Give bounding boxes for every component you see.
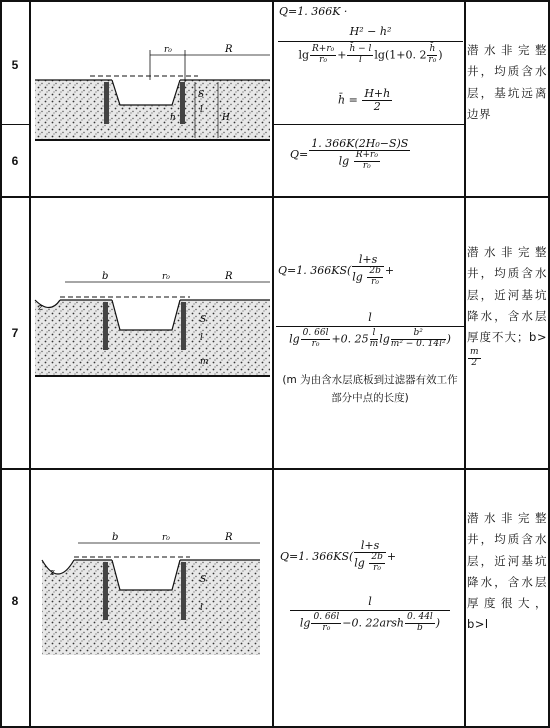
label-R: R [225, 271, 233, 282]
table-border-left [0, 0, 2, 728]
description-5-6: 潜水非完整井，均质含水层，基坑远离边界 [467, 43, 547, 121]
formula-8-part-a: Q=1. 366KS( l+s lg $\frac{2b}{\text{r₀}}$ + [280, 539, 397, 573]
table-border-top [0, 0, 550, 2]
diagram-row-7 [30, 270, 272, 390]
formula-8-part-b: l lg $\frac{0. 66l}{\text{r₀}}$ −0. 22arsh $\frac{0. 44l}{b}$ ) [290, 596, 450, 633]
formula-5-fraction [278, 26, 463, 65]
formula-7-note: (m 为由含水层底板到过滤器有效工作部分中点的长度) [282, 374, 458, 404]
row-number-7: 7 [11, 326, 19, 340]
row-divider-5-6-num [0, 124, 30, 125]
label-S: S [198, 90, 205, 100]
label-h: h [170, 113, 176, 123]
well-right [180, 82, 185, 124]
description-8: 潜水非完整井，均质含水层，近河基坑降水，含水层厚度很大，b>l [467, 511, 547, 632]
well-left [103, 302, 108, 350]
label-R: R [225, 44, 233, 55]
label-z: z [50, 568, 55, 578]
formula-7-part-b: l lg $\frac{0. 66l}{\text{r₀}}$ +0. 25 $\frac{l}{m}$ lg $\frac{\text{b²}}{\text{m² − 0. 14l²}}$ ) [276, 312, 464, 349]
col-divider-diagram [272, 0, 274, 728]
label-l: l [200, 603, 203, 613]
diagram-row-5-6 [30, 30, 272, 155]
formula-5-denominator: lg $\frac{\text{R+r₀}}{\text{r₀}}$ + $\frac{h̄ - l}{l}$ lg(1+0. 2 $\frac{h̄}{\text{r₀}}$ ) [298, 43, 443, 65]
label-r0: r₀ [164, 45, 172, 55]
label-R: R [225, 532, 233, 543]
formula-6: Q= 1. 366K(2H₀−S)S lg $\frac{\text{R+r₀}}{\text{r₀}}$ [290, 137, 409, 171]
formula-5-prefix: Q=1. 366K · [279, 5, 348, 18]
well-right [181, 302, 186, 350]
label-b: b [112, 532, 119, 543]
row-divider-7-8 [0, 468, 550, 470]
label-H: H [222, 113, 230, 123]
row-number-6: 6 [11, 154, 19, 168]
formula-5-numerator: H² − h² [278, 26, 463, 42]
row-divider-5-6-formula [272, 124, 465, 125]
well-left [103, 562, 108, 620]
label-r0: r₀ [162, 533, 170, 543]
row-number-8: 8 [11, 594, 19, 608]
label-r0: r₀ [162, 272, 170, 282]
formula-7-part-a: Q=1. 366KS( l+s lg $\frac{2b}{\text{r₀}}$ + [278, 253, 395, 287]
well-left [104, 82, 109, 124]
row-divider-6-7 [0, 196, 550, 198]
label-b: b [102, 271, 109, 282]
row-number-5: 5 [11, 58, 19, 72]
label-m: m [200, 357, 209, 367]
description-7: 潜水非完整井，均质含水层，近河基坑降水，含水层厚度不大；b> $\frac{m}{2}$ [467, 245, 547, 369]
label-l: l [200, 333, 203, 343]
pit-outline [112, 80, 180, 105]
label-z: z [38, 303, 43, 313]
label-S: S [200, 315, 207, 325]
diagram-row-8 [30, 530, 272, 665]
formula-5-hbar: h̄ = $\frac{H+h}{2}$ [338, 87, 391, 114]
label-S: S [200, 575, 207, 585]
label-l: l [200, 105, 203, 115]
col-divider-formula [464, 0, 466, 728]
well-right [181, 562, 186, 620]
